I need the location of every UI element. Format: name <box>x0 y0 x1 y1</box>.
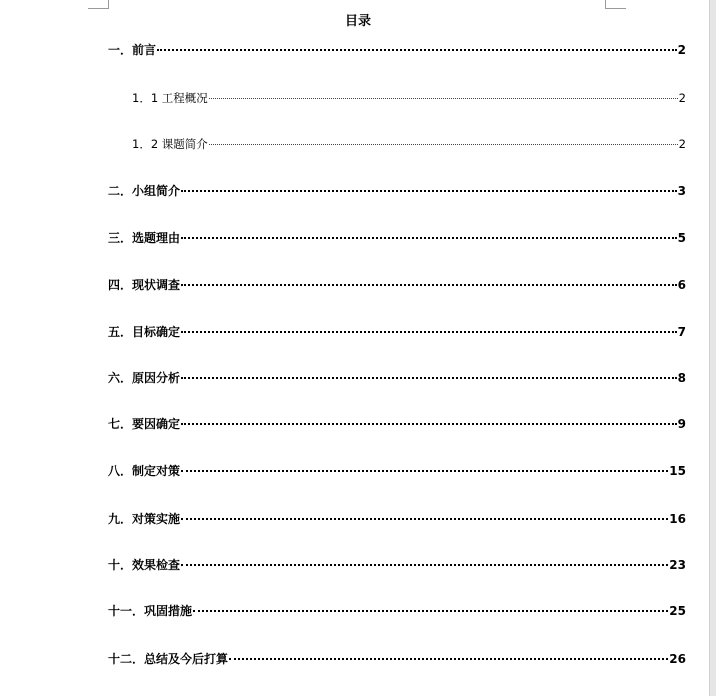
toc-entry-page: 9 <box>677 417 686 431</box>
toc-entry-page: 2 <box>677 43 686 57</box>
toc-entry-label: 1．1 工程概况 <box>132 91 208 105</box>
toc-entry-preface[interactable] <box>108 42 686 58</box>
toc-entry-page: 2 <box>678 91 686 105</box>
crop-mark-left <box>88 0 109 9</box>
toc-entry-summary[interactable] <box>108 651 686 667</box>
toc-entry-label: 三．选题理由 <box>108 231 181 245</box>
toc-dot-leader <box>181 423 677 425</box>
toc-entry-label: 一．前言 <box>108 43 157 57</box>
toc-entry-page: 7 <box>677 325 686 339</box>
toc-entry-page: 16 <box>669 512 686 526</box>
toc-dot-leader <box>181 190 677 192</box>
toc-entry-page: 26 <box>669 652 686 666</box>
toc-dot-leader <box>181 331 677 333</box>
toc-entry-label: 八．制定对策 <box>108 464 181 478</box>
window-edge <box>709 0 716 696</box>
toc-entry-effect-check[interactable] <box>108 557 686 573</box>
toc-entry-cause-analysis[interactable] <box>108 370 686 386</box>
toc-dot-leader <box>181 377 677 379</box>
toc-dot-leader <box>181 284 677 286</box>
toc-entry-page: 2 <box>678 137 686 151</box>
toc-entry-page: 23 <box>669 558 686 572</box>
toc-entry-label: 十．效果检查 <box>108 558 181 572</box>
toc-entry-label: 二．小组简介 <box>108 184 181 198</box>
toc-entry-page: 6 <box>677 278 686 292</box>
toc-dot-leader <box>209 144 678 145</box>
toc-entry-label: 十一．巩固措施 <box>108 604 193 618</box>
toc-entry-countermeasures[interactable] <box>108 463 686 479</box>
toc-entry-page: 3 <box>677 184 686 198</box>
toc-entry-label: 四．现状调查 <box>108 278 181 292</box>
toc-dot-leader <box>157 49 677 51</box>
toc-dot-leader <box>209 98 678 99</box>
toc-dot-leader <box>193 610 668 612</box>
toc-entry-page: 15 <box>669 464 686 478</box>
toc-entry-page: 5 <box>677 231 686 245</box>
toc-entry-label: 六．原因分析 <box>108 371 181 385</box>
toc-entry-page: 8 <box>677 371 686 385</box>
toc-dot-leader <box>181 518 668 520</box>
toc-dot-leader <box>229 658 668 660</box>
toc-entry-label: 九．对策实施 <box>108 512 181 526</box>
toc-title: 目录 <box>344 14 371 29</box>
toc-entry-implementation[interactable] <box>108 511 686 527</box>
toc-dot-leader <box>181 237 677 239</box>
toc-entry-label: 五．目标确定 <box>108 325 181 339</box>
toc-entry-status-survey[interactable] <box>108 277 686 293</box>
toc-entry-team-intro[interactable] <box>108 183 686 199</box>
toc-entry-label: 七．要因确定 <box>108 417 181 431</box>
toc-entry-project-overview[interactable] <box>132 90 686 106</box>
toc-entry-label: 十二．总结及今后打算 <box>108 652 229 666</box>
toc-dot-leader <box>181 470 668 472</box>
toc-entry-topic-reason[interactable] <box>108 230 686 246</box>
toc-entry-goal-setting[interactable] <box>108 324 686 340</box>
toc-entry-page: 25 <box>669 604 686 618</box>
toc-entry-topic-intro[interactable] <box>132 136 686 152</box>
toc-entry-consolidation[interactable] <box>108 603 686 619</box>
crop-mark-right <box>605 0 626 9</box>
toc-dot-leader <box>181 564 668 566</box>
toc-entry-label: 1．2 课题简介 <box>132 137 208 151</box>
toc-entry-main-cause[interactable] <box>108 416 686 432</box>
